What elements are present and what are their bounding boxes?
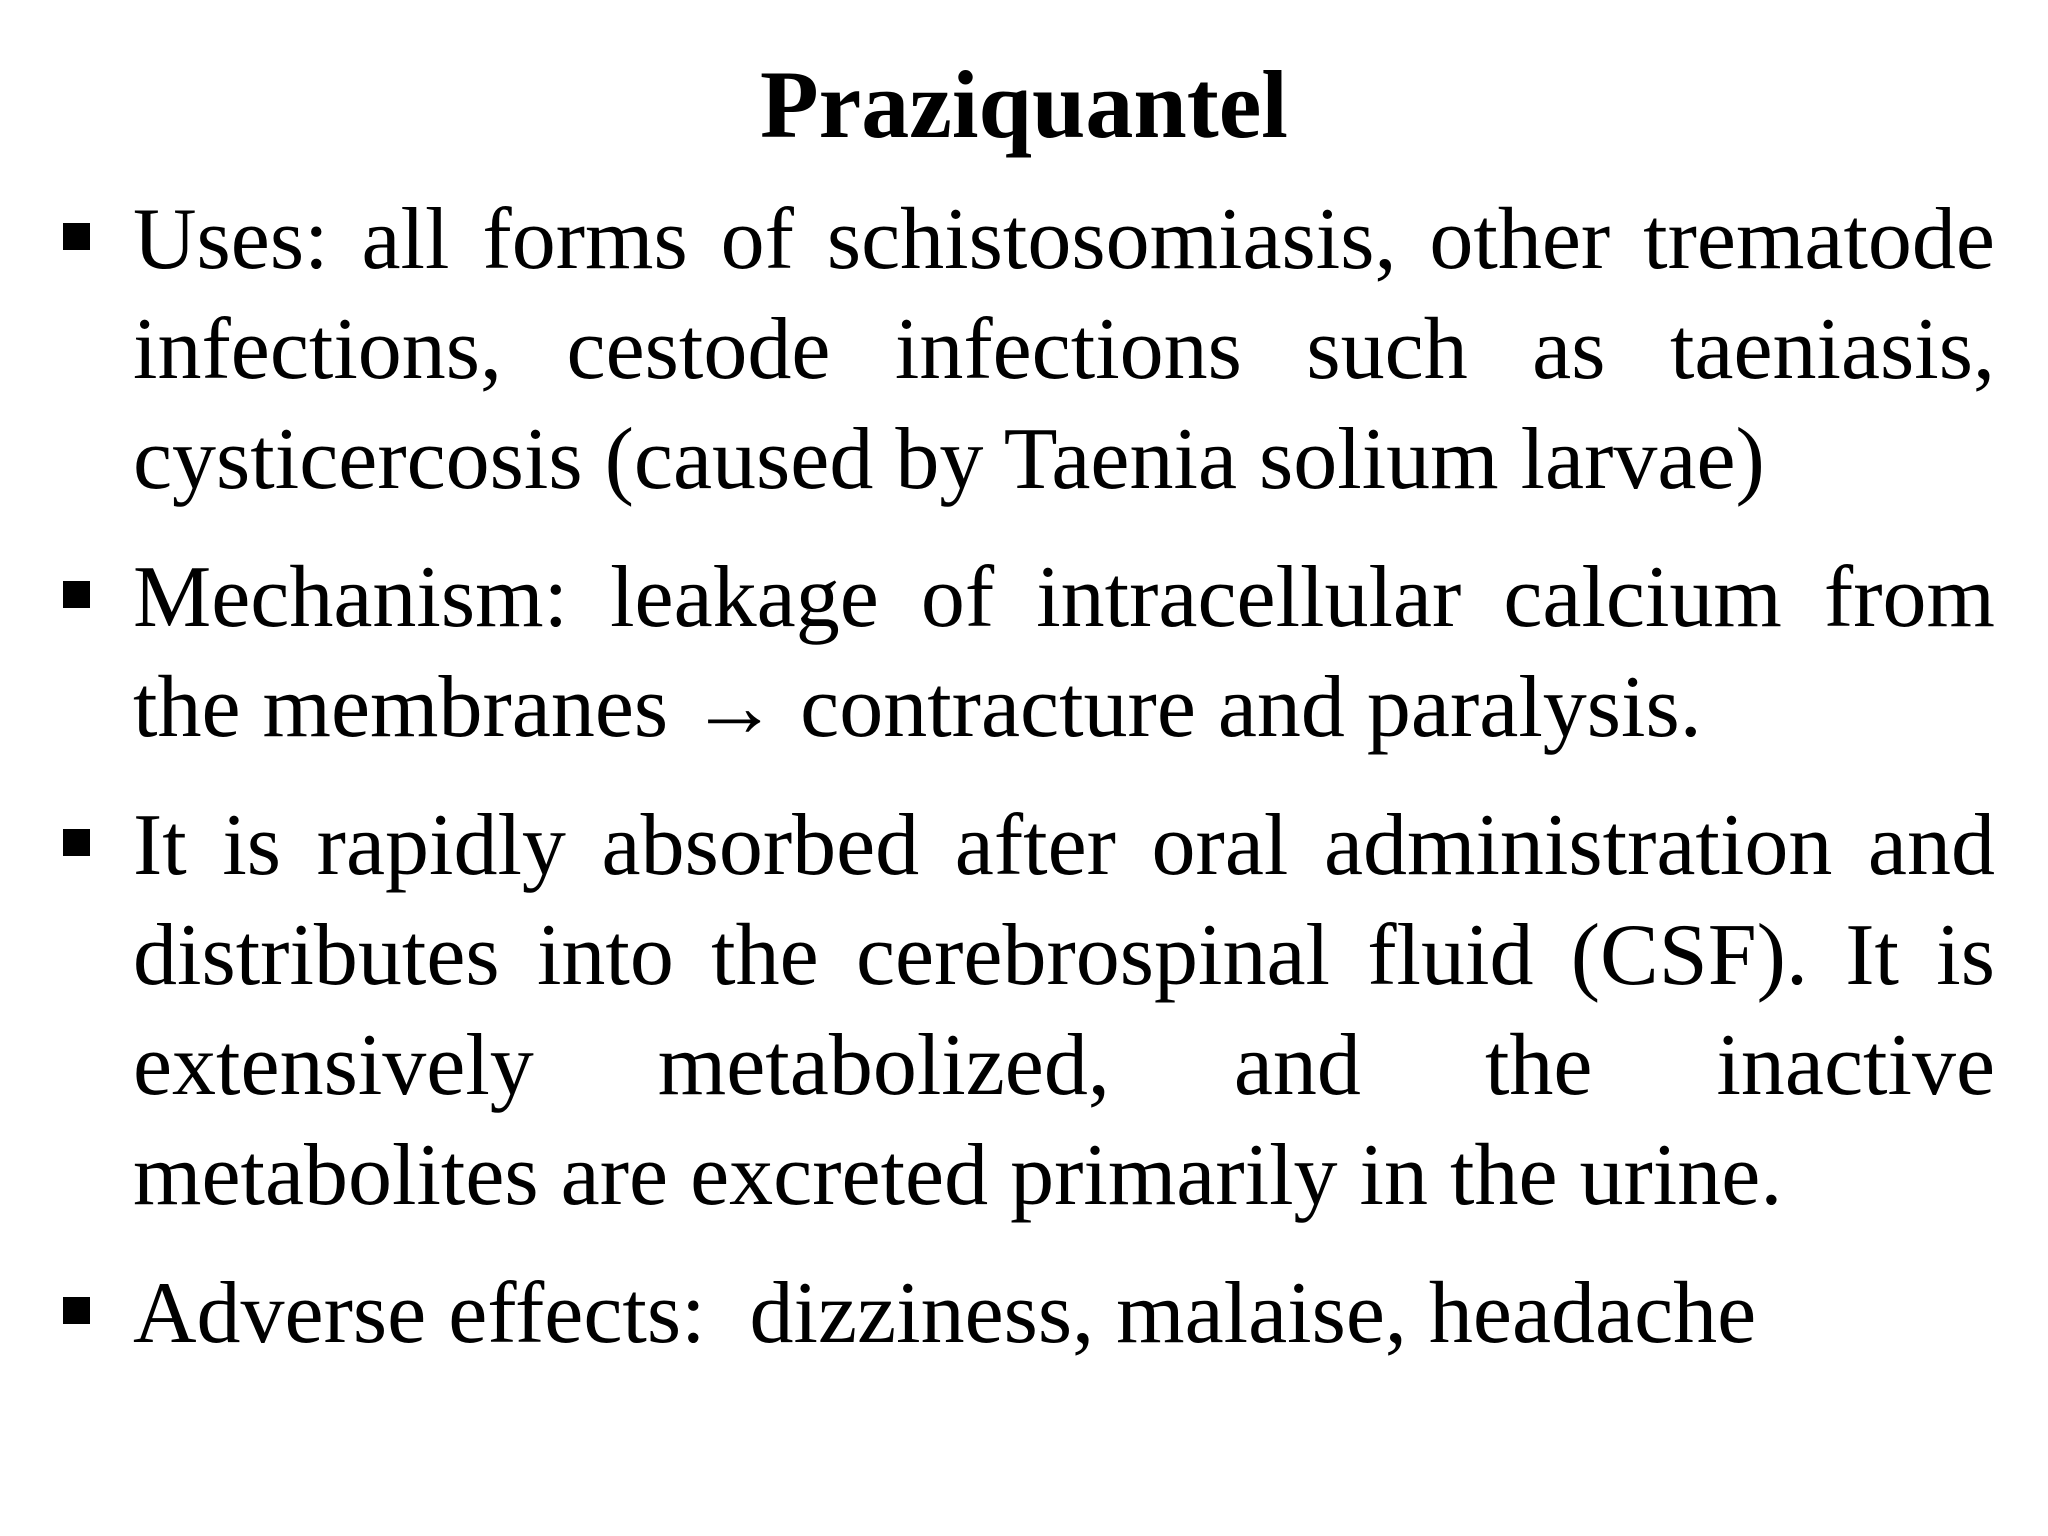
bullet-adverse-effects bbox=[55, 1259, 1995, 1369]
bullet-text: It is rapidly absorbed after oral administration and distributes into the cerebrospinal fluid (CSF). It is extensively metabolized, and the inactive metabolites are excreted primarily in the urine. bbox=[133, 797, 1995, 1224]
slide-title: Praziquantel bbox=[760, 51, 1288, 158]
bullet-text: Mechanism: leakage of intracellular calcium from the membranes → contracture and paralysis. bbox=[133, 549, 1995, 756]
bullet-uses bbox=[55, 185, 1995, 515]
bullet-list bbox=[55, 185, 1995, 1369]
square-bullet-icon bbox=[63, 829, 90, 856]
square-bullet-icon bbox=[63, 223, 90, 250]
bullet-text: Uses: all forms of schistosomiasis, other trematode infections, cestode infections such as taeniasis, cysticercosis (caused by Taenia solium larvae) bbox=[133, 191, 1995, 508]
bullet-mechanism bbox=[55, 543, 1995, 763]
bullet-text: Adverse effects: dizziness, malaise, headache bbox=[133, 1265, 1757, 1362]
square-bullet-icon bbox=[63, 581, 90, 608]
bullet-pharmacokinetics bbox=[55, 791, 1995, 1231]
square-bullet-icon bbox=[63, 1297, 90, 1324]
